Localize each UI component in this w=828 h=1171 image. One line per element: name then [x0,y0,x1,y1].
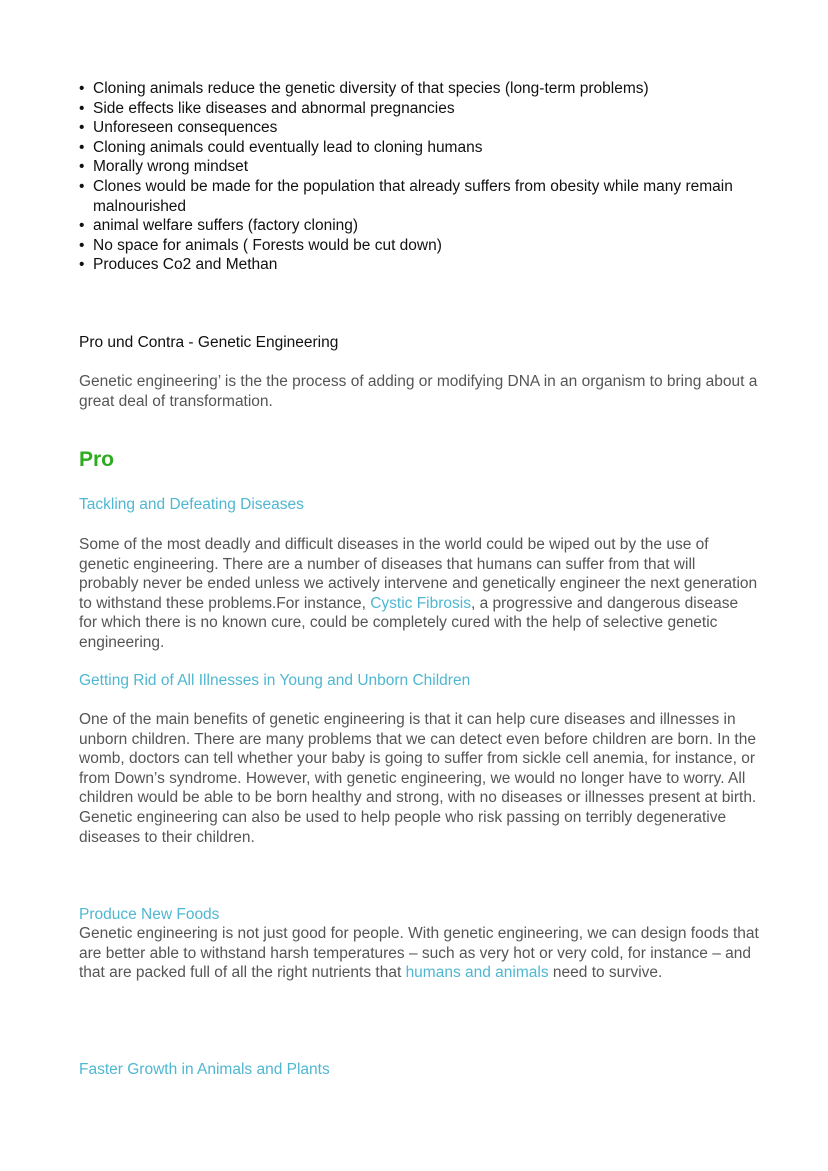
list-item: • Clones would be made for the population that already suffers from obesity while many remain malnourished [79,177,759,216]
intro-paragraph: Genetic engineering’ is the the process of adding or modifying DNA in an organism to bring about a great deal of transformation. [79,373,758,410]
paragraph-unborn-children: One of the main benefits of genetic engineering is that it can help cure diseases and illnesses in unborn children. There are many problems that we can detect even before children are born. In the womb, doctors can tell whether your baby is going to suffer from sickle cell anemia, for instance, or from Down’s syndrome. However, with genetic engineering, we would no longer have to worry. All children would be able to be born healthy and strong, with no diseases or illnesses present at birth. Genetic engineering can also be used to help people who risk passing on terribly degenerative diseases to their children. [79,711,757,846]
list-item: • Unforeseen consequences [79,118,759,138]
cystic-fibrosis-link[interactable]: Cystic Fibrosis [370,594,471,612]
paragraph-tackling-diseases [79,535,759,653]
list-item: • Cloning animals could eventually lead to cloning humans [79,138,759,158]
document-title: Pro und Contra - Genetic Engineering [79,334,339,351]
list-item: • Morally wrong mindset [79,157,759,177]
list-item: • Side effects like diseases and abnormal pregnancies [79,99,759,119]
list-item: • Produces Co2 and Methan [79,255,759,275]
paragraph-text: Genetic engineering is not just good for people. With genetic engineering, we can design foods that are better able to withstand harsh temperatures – such as very hot or very cold, for instance – and that are packed full of all the right nutrients that [79,925,759,982]
list-item: • No space for animals ( Forests would be cut down) [79,236,759,256]
list-item: • animal welfare suffers (factory cloning) [79,216,759,236]
humans-and-animals-link[interactable]: humans and animals [405,964,549,982]
paragraph-new-foods [79,924,759,983]
paragraph-text: , a progressive and dangerous disease for which there is no known cure, could be completely cured with the help of selective genetic engineering. [79,594,739,651]
subheading-new-foods: Produce New Foods [79,906,220,923]
section-heading-pro: Pro [79,448,115,471]
paragraph-text: Some of the most deadly and difficult diseases in the world could be wiped out by the use of genetic engineering. There are a number of diseases that humans can suffer from that will probably never be ended unless we actively intervene and genetically engineer the next generation to withstand these problems.For instance, [79,536,758,612]
paragraph-text: need to survive. [548,964,663,982]
subheading-unborn-children: Getting Rid of All Illnesses in Young and Unborn Children [79,672,471,689]
subheading-tackling-diseases: Tackling and Defeating Diseases [79,496,304,513]
subheading-faster-growth: Faster Growth in Animals and Plants [79,1061,330,1078]
list-item: • Cloning animals reduce the genetic diversity of that species (long-term problems) [79,79,759,99]
cloning-contra-list [79,79,759,275]
